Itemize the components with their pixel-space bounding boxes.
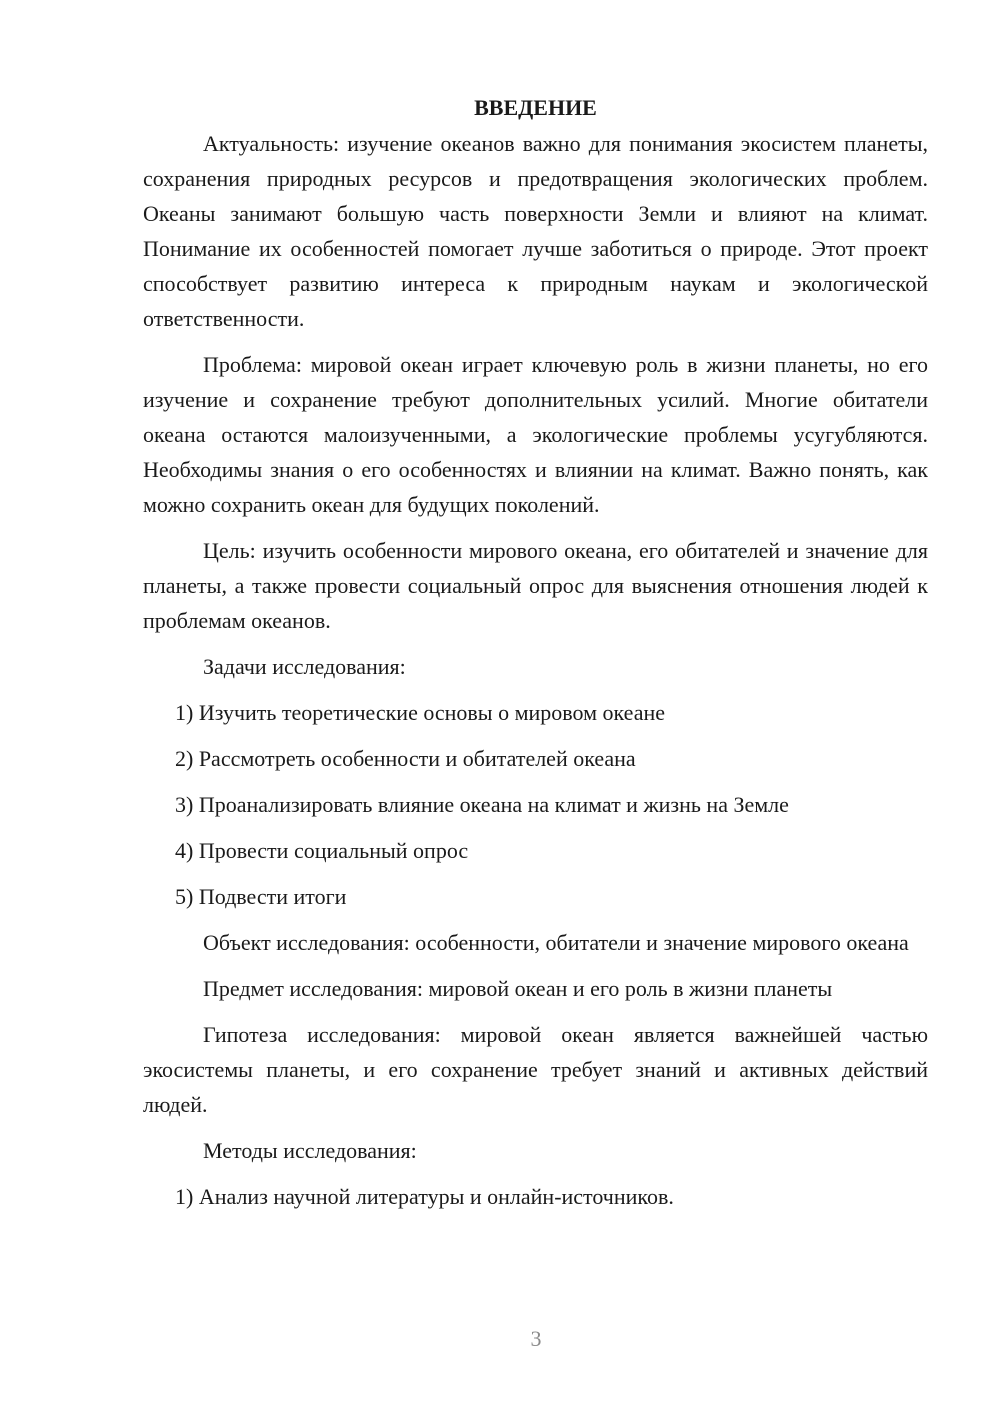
paragraph-object: Объект исследования: особенности, обитатели и значение мирового океана	[203, 930, 909, 955]
task-item: 1) Изучить теоретические основы о мировом океане	[175, 700, 665, 725]
task-item: 3) Проанализировать влияние океана на климат и жизнь на Земле	[175, 792, 789, 817]
task-item: 5) Подвести итоги	[175, 884, 347, 909]
section-title: ВВЕДЕНИЕ	[474, 95, 597, 120]
task-item: 4) Провести социальный опрос	[175, 838, 469, 863]
paragraph-goal: Цель: изучить особенности мирового океана, его обитателей и значение для планеты, а также провести социальный опрос для выяснения отношения людей к проблемам океанов.	[143, 538, 928, 633]
method-item: 1) Анализ научной литературы и онлайн-источников.	[175, 1184, 674, 1209]
page-number: 3	[530, 1326, 542, 1351]
paragraph-problem: Проблема: мировой океан играет ключевую роль в жизни планеты, но его изучение и сохранение требуют дополнительных усилий. Многие обитатели океана остаются малоизученными, а экологические проблемы усугубляются. Необходимы знания о его особенностях и влиянии на климат. Важно понять, как можно сохранить океан для будущих поколений.	[143, 352, 928, 517]
paragraph-hypothesis: Гипотеза исследования: мировой океан является важнейшей частью экосистемы планеты, и его сохранение требует знаний и активных действий людей.	[143, 1022, 928, 1117]
methods-heading: Методы исследования:	[203, 1138, 417, 1163]
paragraph-subject: Предмет исследования: мировой океан и его роль в жизни планеты	[203, 976, 833, 1001]
tasks-heading: Задачи исследования:	[203, 654, 406, 679]
paragraph-relevance: Актуальность: изучение океанов важно для понимания экосистем планеты, сохранения природных ресурсов и предотвращения экологических проблем. Океаны занимают большую часть поверхности Земли и влияют на климат. Понимание их особенностей помогает лучше заботиться о природе. Этот проект способствует развитию интереса к природным наукам и экологической ответственности.	[143, 131, 928, 331]
task-item: 2) Рассмотреть особенности и обитателей океана	[175, 746, 636, 771]
page-content	[143, 90, 928, 1225]
